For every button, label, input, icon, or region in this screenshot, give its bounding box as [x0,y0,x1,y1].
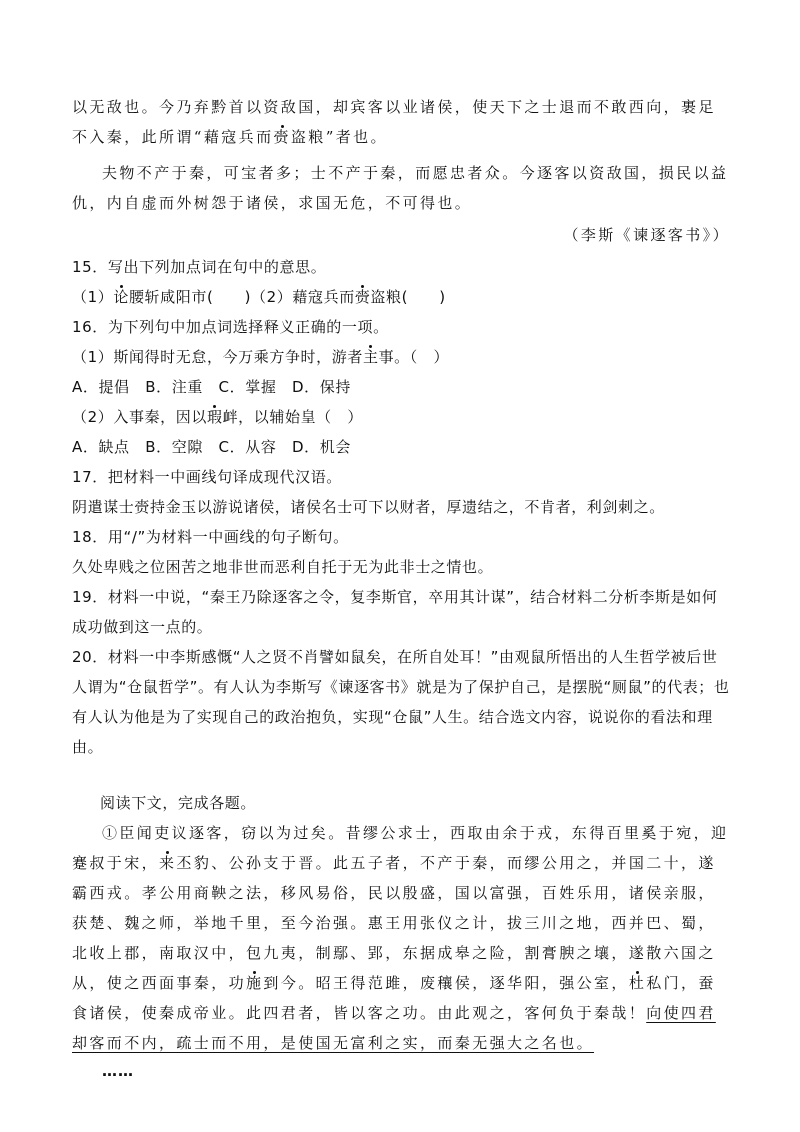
passage-text: 以无敌也。今乃弃黔首以资敌国，却宾客以业诸侯，使天下之士退而不敢西向，裹足不入秦，此所谓“藉寇兵而 [72,98,716,146]
question-16-1 [72,342,732,372]
q15-text: 腰斩咸阳市( )（2）藉寇兵而 [128,288,355,306]
q16-text: （2）入事秦，因以 [72,408,207,426]
dotted-char: 赍 [354,288,371,306]
q16-text: 衅，以辅始皇（ ） [222,408,363,426]
document-page [72,92,732,1080]
q16-text: 事。（ ） [378,348,450,366]
reading-text: 私门，蚕食诸侯，使秦成帝业。此四君者，皆以客之功。由此观之，客何负于秦哉！ [72,974,716,1022]
passage-paragraph: 夫物不产于秦，可宝者多；士不产于秦，而愿忠者众。今逐客以资敌国，损民以益仇，内自虚而外树怨于诸侯，求国无危，不可得也。 [72,164,729,212]
ellipsis: …… [102,1062,134,1080]
reading-paragraph [72,818,732,1058]
dotted-char: 主 [362,348,379,366]
passage-text: 盗粮”者也。 [290,128,388,146]
reading-text: ①臣闻吏议逐客，窃以为过矣。昔缪公求士，西取由余于戎，东得百里奚于宛，迎蹇叔于宋， [72,824,729,872]
passage-source: （李斯《谏逐客书》） [563,226,730,244]
question-18-text: 久处卑贱之位困苦之地非世而恶利自托于无为此非士之情也。 [72,558,494,576]
passage-tail [72,92,732,250]
question-16-2 [72,402,732,432]
q16-text: （1）斯闻得时无怠，今万乘方争时，游者 [72,348,363,366]
question-16-2-options: A．缺点 B．空隙 C．从容 D．机会 [72,438,351,456]
question-15-items [72,282,732,312]
dotted-char: 瑕 [206,408,223,426]
q15-text: 盗粮( ) [370,288,446,306]
dotted-char: 杜 [628,974,647,992]
reading-text: 到今。昭王得范雎，废穰侯，逐华阳，强公室， [263,974,629,992]
underlined-sentence: 向使四君却客而不内，疏士而不用，是使国无富利之实，而秦无强大之名也。 [72,1004,716,1052]
question-20: 20．材料一中李斯感慨“人之贤不肖譬如鼠矣，在所自处耳！”由观鼠所悟出的人生哲学被后世人谓为“仓鼠哲学”。有人认为李斯写《谏逐客书》就是为了保护自己，是摆脱“厕鼠”的代表；也有人认为他是为了实现自己的政治抱负，实现“仓鼠”人生。结合选文内容，说说你的看法和理由。 [72,648,730,756]
q15-text: （1） [72,288,114,306]
question-15-title: 15．写出下列加点词在句中的意思。 [72,258,327,276]
question-18-title: 18．用“/”为材料一中画线的句子断句。 [72,528,349,546]
questions-section [72,252,732,762]
reading-section-2 [72,788,732,1080]
dotted-char: 论 [113,288,129,306]
question-19: 19．材料一中说，“秦王乃除逐客之令，复李斯官，卒用其计谋”，结合材料二分析李斯是如何成功做到这一点的。 [72,588,718,636]
question-16-1-options: A．提倡 B．注重 C．掌握 D．保持 [72,378,351,396]
dotted-char: 赍 [273,128,291,146]
question-17-title: 17．把材料一中画线句译成现代汉语。 [72,468,342,486]
question-16-title: 16．为下列句中加点词选择释义正确的一项。 [72,318,389,336]
dotted-char: 施 [246,974,264,992]
passage-paragraph [72,92,732,152]
reading-text: 丕豹、公孙支于晋。此五子者，不产于秦，而缪公用之，并国二十，遂霸西戎。孝公用商鞅之法，移风易俗，民以殷盛，国以富强，百姓乐用，诸侯亲服，获楚、魏之师，举地千里，至今治强。惠王用张仪之计，拔三川之地，西并巴、蜀，北收上郡，南取汉中，包九夷，制鄢、郢，东据成皋之险，割膏腴之壤，遂散六国之从，使之西面事秦，功 [72,854,716,992]
reading-intro: 阅读下文，完成各题。 [100,794,257,812]
dotted-char: 来 [159,854,177,872]
section-gap [72,762,732,788]
question-17-text: 阴遣谋士赍持金玉以游说诸侯，诸侯名士可下以财者，厚遗结之，不肯者，利剑刺之。 [72,498,665,516]
